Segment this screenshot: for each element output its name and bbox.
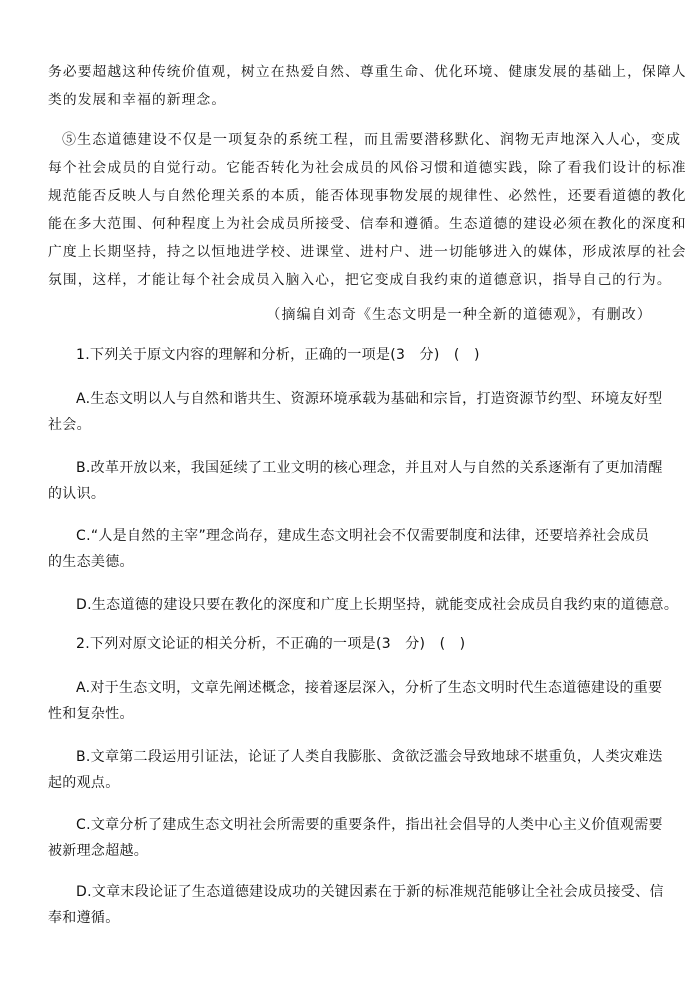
option-line: A.对于生态文明，文章先阐述概念，接着逐层深入，分析了生态文明时代生态道德建设的重要 bbox=[76, 680, 663, 696]
question-1-option-d bbox=[76, 591, 686, 619]
text-line: 类的发展和幸福的新理念。 bbox=[48, 92, 227, 108]
option-line: C.文章分析了建成生态文明社会所需要的重要条件，指出社会倡导的人类中心主义价值观需要 bbox=[76, 817, 663, 833]
text-line: ⑤生态道德建设不仅是一项复杂的系统工程，而且需要潜移默化、润物无声地深入人心，变成 bbox=[62, 132, 682, 148]
question-1-option-c-cont bbox=[48, 548, 658, 576]
question-2-option-b-cont bbox=[48, 769, 658, 797]
option-line: 奉和遵循。 bbox=[48, 910, 120, 926]
question-2-option-a bbox=[76, 674, 686, 702]
option-line: C.“人是自然的主宰”理念尚存，建成生态文明社会不仅需要制度和法律，还要培养社会成员 bbox=[76, 528, 650, 544]
text-line: 务必要超越这种传统价值观，树立在热爱自然、尊重生命、优化环境、健康发展的基础上，保障人 bbox=[48, 64, 687, 80]
question-2-option-b bbox=[76, 743, 686, 771]
passage-paragraph-4 bbox=[48, 58, 687, 114]
option-line: A.生态文明以人与自然和谐共生、资源环境承载为基础和宗旨，打造资源节约型、环境友好型 bbox=[76, 391, 663, 407]
option-line: D.文章末段论证了生态道德建设成功的关键因素在于新的标准规范能够让全社会成员接受、信 bbox=[76, 884, 664, 900]
question-1-option-b bbox=[76, 454, 686, 482]
text-line: 每个社会成员的自觉行动。它能否转化为社会成员的风俗习惯和道德实践，除了看我们设计的标准 bbox=[48, 160, 687, 176]
question-2-option-a-cont bbox=[48, 700, 658, 728]
option-line: D.生态道德的建设只要在教化的深度和广度上长期坚持，就能变成社会成员自我约束的道德意。 bbox=[76, 597, 679, 613]
passage-paragraph-5-cont bbox=[48, 154, 687, 294]
source-citation: （摘编自刘奇《生态文明是一种全新的道德观》，有删改） bbox=[266, 307, 652, 323]
option-line: B.改革开放以来，我国延续了工业文明的核心理念，并且对人与自然的关系逐渐有了更加清醒 bbox=[76, 460, 663, 476]
option-line: 的认识。 bbox=[48, 486, 106, 502]
option-line: 的生态美德。 bbox=[48, 554, 134, 570]
option-line: B.文章第二段运用引证法，论证了人类自我膨胀、贪欲泛滥会导致地球不堪重负，人类灾难迭 bbox=[76, 749, 663, 765]
option-line: 性和复杂性。 bbox=[48, 706, 134, 722]
question-1-option-b-cont bbox=[48, 480, 658, 508]
option-line: 社会。 bbox=[48, 417, 91, 433]
question-2-option-c bbox=[76, 811, 686, 839]
text-line: 规范能否反映人与自然伦理关系的本质，能否体现事物发展的规律性、必然性，还要看道德的教化 bbox=[48, 188, 687, 204]
question-1-option-c bbox=[76, 522, 686, 550]
question-1-option-a bbox=[76, 385, 686, 413]
question-2-stem: 2.下列对原文论证的相关分析，不正确的一项是(3 分) ( ) bbox=[76, 636, 466, 652]
text-line: 能在多大范围、何种程度上为社会成员所接受、信奉和遵循。生态道德的建设必须在教化的深度和 bbox=[48, 216, 687, 232]
passage-paragraph-5 bbox=[62, 126, 682, 154]
question-2-option-c-cont bbox=[48, 837, 658, 865]
option-line: 被新理念超越。 bbox=[48, 843, 149, 859]
question-2-option-d-cont bbox=[48, 904, 658, 932]
question-1-option-a-cont bbox=[48, 411, 658, 439]
question-2-option-d bbox=[76, 878, 686, 906]
question-1-stem: 1.下列关于原文内容的理解和分析，正确的一项是(3 分) ( ) bbox=[76, 347, 480, 363]
option-line: 起的观点。 bbox=[48, 775, 120, 791]
text-line: 氛围，这样，才能让每个社会成员入脑入心，把它变成自我约束的道德意识，指导自己的行为。 bbox=[48, 272, 672, 288]
text-line: 广度上长期坚持，持之以恒地进学校、进课堂、进村户、进一切能够进入的媒体，形成浓厚的社会 bbox=[48, 244, 687, 260]
